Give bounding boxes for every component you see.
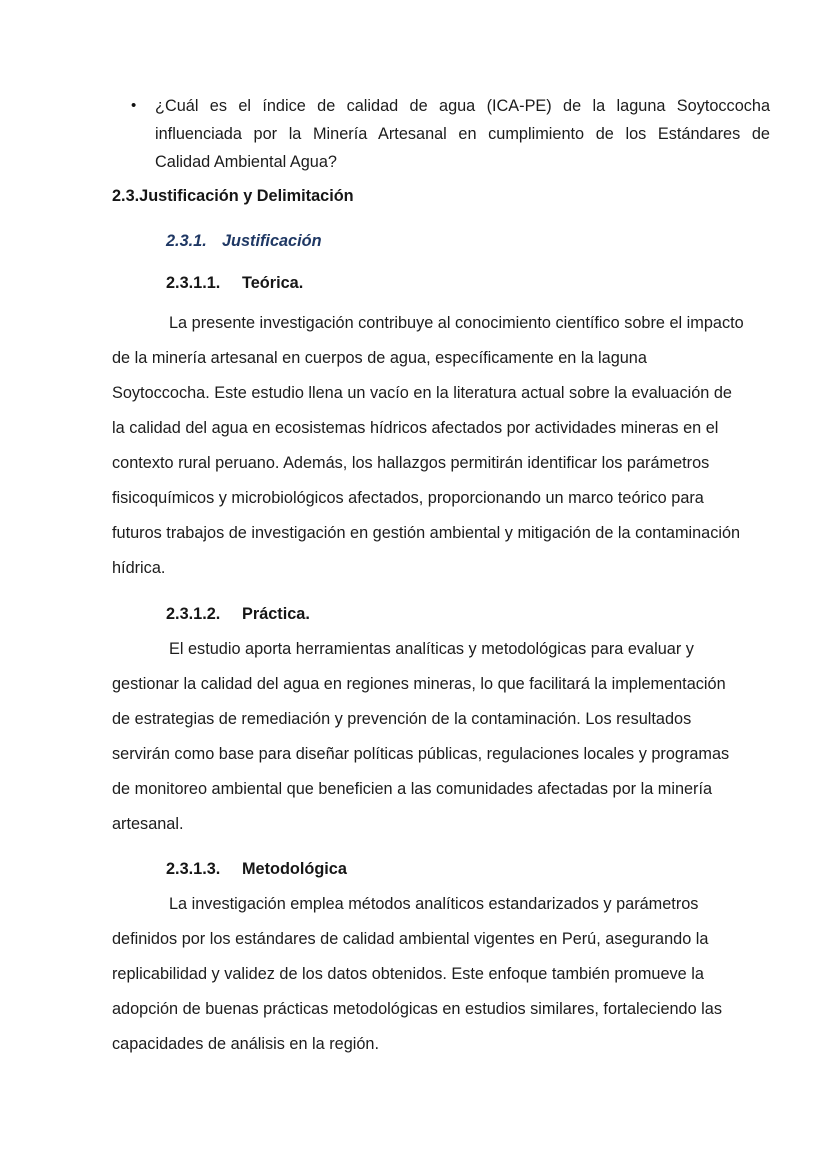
text-line: fisicoquímicos y microbiológicos afectados, proporcionando un marco teórico para (112, 489, 704, 507)
text-line: de la minería artesanal en cuerpos de agua, específicamente en la laguna (112, 349, 647, 367)
text-line: La presente investigación contribuye al conocimiento científico sobre el impacto (169, 314, 744, 332)
heading-2-3-1-1-title: Teórica. (242, 274, 304, 292)
heading-2-3-1-1 (166, 273, 303, 293)
text-line: gestionar la calidad del agua en regiones mineras, lo que facilitará la implementación (112, 675, 726, 693)
heading-2-3-1 (166, 231, 322, 251)
text-line: servirán como base para diseñar políticas públicas, regulaciones locales y programas (112, 745, 730, 763)
text-line: capacidades de análisis en la región. (112, 1035, 380, 1053)
heading-2-3-1-2-number: 2.3.1.2. (166, 605, 221, 623)
text-line: hídrica. (112, 559, 166, 577)
heading-2-3-title: Justificación y Delimitación (139, 187, 354, 205)
text-line: adopción de buenas prácticas metodológicas en estudios similares, fortaleciendo las (112, 1000, 722, 1018)
bullet-question (155, 92, 770, 176)
bullet-icon: • (131, 97, 137, 114)
heading-2-3-1-2-title: Práctica. (242, 605, 310, 623)
heading-2-3-1-2 (166, 604, 310, 624)
text-line: artesanal. (112, 815, 184, 833)
text-line: futuros trabajos de investigación en gestión ambiental y mitigación de la contaminación (112, 524, 741, 542)
text-line: Soytoccocha. Este estudio llena un vacío en la literatura actual sobre la evaluación de (112, 384, 732, 402)
heading-2-3-1-3-title: Metodológica (242, 860, 347, 878)
heading-2-3-1-title: Justificación (222, 232, 322, 250)
text-line: contexto rural peruano. Además, los hallazgos permitirán identificar los parámetros (112, 454, 710, 472)
heading-2-3-number: 2.3. (112, 187, 140, 205)
text-line: replicabilidad y validez de los datos obtenidos. Este enfoque también promueve la (112, 965, 704, 983)
heading-2-3 (112, 186, 354, 206)
text-line: La investigación emplea métodos analíticos estandarizados y parámetros (169, 895, 699, 913)
heading-2-3-1-3-number: 2.3.1.3. (166, 860, 221, 878)
text-line: la calidad del agua en ecosistemas hídricos afectados por actividades mineras en el (112, 419, 719, 437)
heading-2-3-1-number: 2.3.1. (166, 232, 207, 250)
text-line: El estudio aporta herramientas analíticas y metodológicas para evaluar y (169, 640, 694, 658)
paragraph-teorica (112, 306, 772, 586)
text-line: de monitoreo ambiental que beneficien a las comunidades afectadas por la minería (112, 780, 713, 798)
heading-2-3-1-3 (166, 859, 347, 879)
heading-2-3-1-1-number: 2.3.1.1. (166, 274, 221, 292)
paragraph-metodologica (112, 887, 772, 1062)
text-line: ¿Cuál es el índice de calidad de agua (ICA-PE) de la laguna Soytoccocha (155, 97, 770, 115)
text-line: Calidad Ambiental Agua? (155, 153, 337, 171)
paragraph-practica (112, 632, 772, 842)
text-line: de estrategias de remediación y prevención de la contaminación. Los resultados (112, 710, 692, 728)
text-line: influenciada por la Minería Artesanal en cumplimiento de los Estándares de (155, 125, 770, 143)
text-line: definidos por los estándares de calidad ambiental vigentes en Perú, asegurando la (112, 930, 709, 948)
